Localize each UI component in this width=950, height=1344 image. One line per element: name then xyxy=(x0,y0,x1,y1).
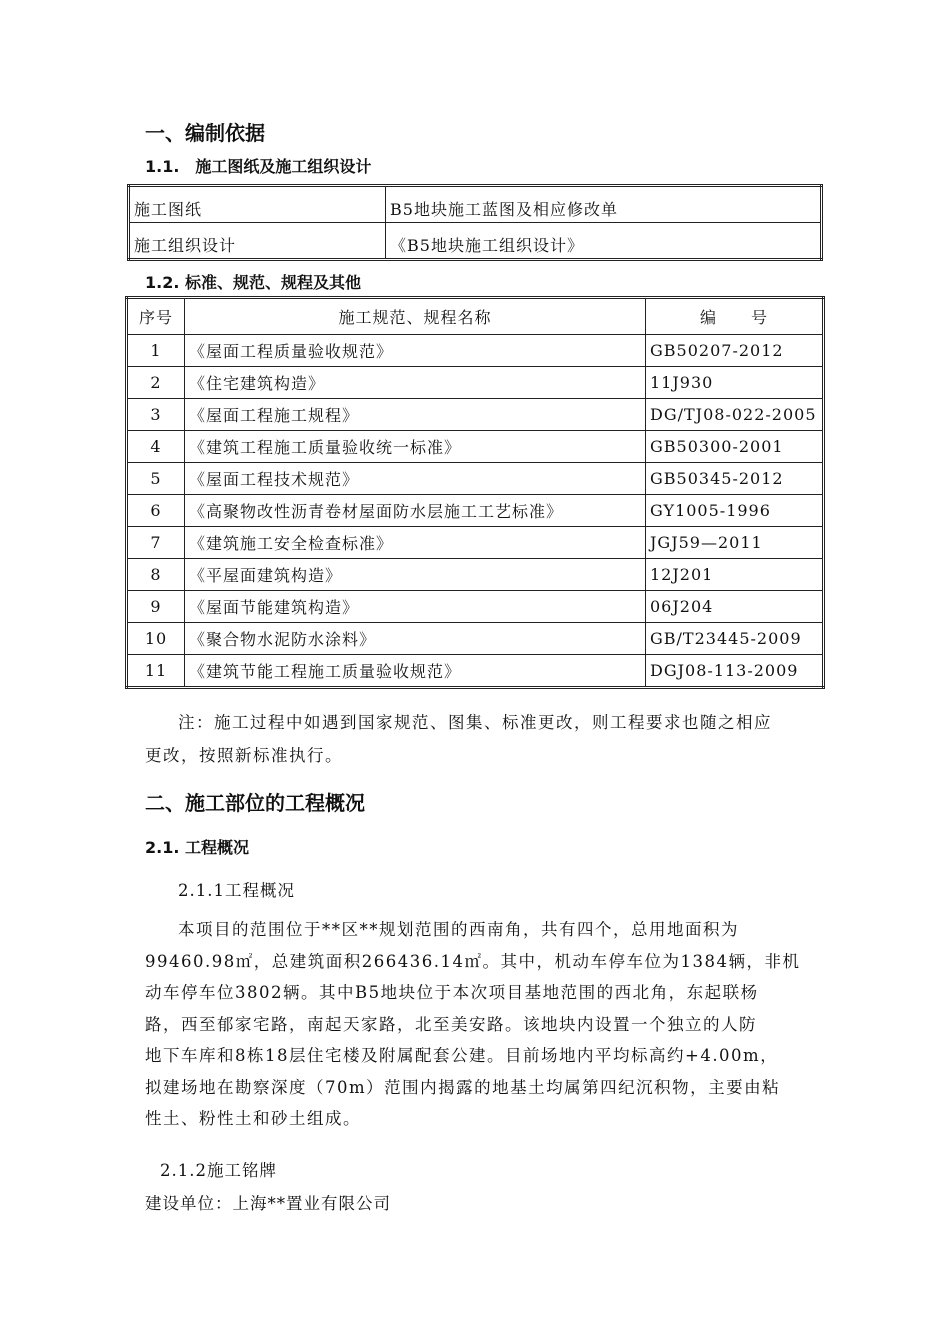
row-name: 《屋面节能建筑构造》 xyxy=(185,591,646,623)
row-code: 11J930 xyxy=(646,367,824,399)
header-name: 施工规范、规程名称 xyxy=(185,298,646,335)
row-name: 《建筑施工安全检查标准》 xyxy=(185,527,646,559)
row-name: 《屋面工程施工规程》 xyxy=(185,399,646,431)
row-code: 06J204 xyxy=(646,591,824,623)
table-header-row xyxy=(127,298,824,335)
row-code: GB50345-2012 xyxy=(646,463,824,495)
paragraph-line: 动车停车位3802辆。其中B5地块位于本次项目基地范围的西北角，东起联杨 xyxy=(145,983,759,1002)
row-no: 6 xyxy=(127,495,185,527)
row-name: 《高聚物改性沥青卷材屋面防水层施工工艺标准》 xyxy=(185,495,646,527)
row-code: GB/T23445-2009 xyxy=(646,623,824,655)
row-name: 《建筑工程施工质量验收统一标准》 xyxy=(185,431,646,463)
row-no: 10 xyxy=(127,623,185,655)
table-row xyxy=(127,591,824,623)
section1-title: 一、编制依据 xyxy=(145,121,265,145)
basis-value: B5地块施工蓝图及相应修改单 xyxy=(386,186,822,223)
table-row xyxy=(127,335,824,367)
row-no: 9 xyxy=(127,591,185,623)
row-no: 3 xyxy=(127,399,185,431)
row-name: 《建筑节能工程施工质量验收规范》 xyxy=(185,655,646,688)
table-row xyxy=(129,223,822,260)
table-row xyxy=(127,463,824,495)
row-name: 《屋面工程技术规范》 xyxy=(185,463,646,495)
table-row xyxy=(129,186,822,223)
paragraph-line: 地下车库和8栋18层住宅楼及附属配套公建。目前场地内平均标高约+4.00m， xyxy=(145,1046,779,1065)
basis-table xyxy=(127,184,823,261)
table-row xyxy=(127,655,824,688)
row-name: 《聚合物水泥防水涂料》 xyxy=(185,623,646,655)
row-no: 7 xyxy=(127,527,185,559)
row-name: 《屋面工程质量验收规范》 xyxy=(185,335,646,367)
row-no: 4 xyxy=(127,431,185,463)
row-no: 2 xyxy=(127,367,185,399)
section2-title: 二、施工部位的工程概况 xyxy=(145,791,365,815)
row-no: 5 xyxy=(127,463,185,495)
row-name: 《住宅建筑构造》 xyxy=(185,367,646,399)
owner-line: 建设单位：上海**置业有限公司 xyxy=(145,1194,391,1213)
basis-label: 施工组织设计 xyxy=(129,223,386,260)
row-no: 11 xyxy=(127,655,185,688)
table-row xyxy=(127,623,824,655)
table-row xyxy=(127,431,824,463)
note-line-1: 注：施工过程中如遇到国家规范、图集、标准更改，则工程要求也随之相应 xyxy=(178,713,772,732)
basis-value: 《B5地块施工组织设计》 xyxy=(386,223,822,260)
paragraph-line: 拟建场地在勘察深度（70m）范围内揭露的地基土均属第四纪沉积物，主要由粘 xyxy=(145,1077,781,1097)
row-no: 1 xyxy=(127,335,185,367)
basis-label: 施工图纸 xyxy=(129,186,386,223)
note-line-2: 更改，按照新标准执行。 xyxy=(145,746,343,765)
table-row xyxy=(127,559,824,591)
row-code: 12J201 xyxy=(646,559,824,591)
row-code: DGJ08-113-2009 xyxy=(646,655,824,688)
standards-table xyxy=(125,296,825,689)
section2-1-1-heading: 2.1.1工程概况 xyxy=(178,881,295,900)
header-no: 序号 xyxy=(127,298,185,335)
paragraph-line: 路，西至郁家宅路，南起天家路，北至美安路。该地块内设置一个独立的人防 xyxy=(145,1014,757,1034)
row-no: 8 xyxy=(127,559,185,591)
row-code: GB50300-2001 xyxy=(646,431,824,463)
table-row xyxy=(127,399,824,431)
header-code: 编 号 xyxy=(646,298,824,335)
section1-2-heading: 1.2. 标准、规范、规程及其他 xyxy=(145,273,361,292)
section2-1-2-heading: 2.1.2施工铭牌 xyxy=(160,1161,277,1180)
row-code: JGJ59—2011 xyxy=(646,527,824,559)
table-row xyxy=(127,495,824,527)
table-row xyxy=(127,367,824,399)
section2-1-heading: 2.1. 工程概况 xyxy=(145,838,249,857)
overview-paragraph xyxy=(145,914,810,1135)
row-code: DG/TJ08-022-2005 xyxy=(646,399,824,431)
row-code: GB50207-2012 xyxy=(646,335,824,367)
paragraph-line: 本项目的范围位于**区**规划范围的西南角，共有四个，总用地面积为 xyxy=(178,920,739,939)
section1-1-heading: 1.1. 施工图纸及施工组织设计 xyxy=(145,157,372,176)
paragraph-line: 性土、粉性土和砂土组成。 xyxy=(145,1109,361,1128)
row-code: GY1005-1996 xyxy=(646,495,824,527)
row-name: 《平屋面建筑构造》 xyxy=(185,559,646,591)
table-row xyxy=(127,527,824,559)
paragraph-line: 99460.98㎡，总建筑面积266436.14㎡。其中，机动车停车位为1384辆，非机 xyxy=(145,951,801,971)
